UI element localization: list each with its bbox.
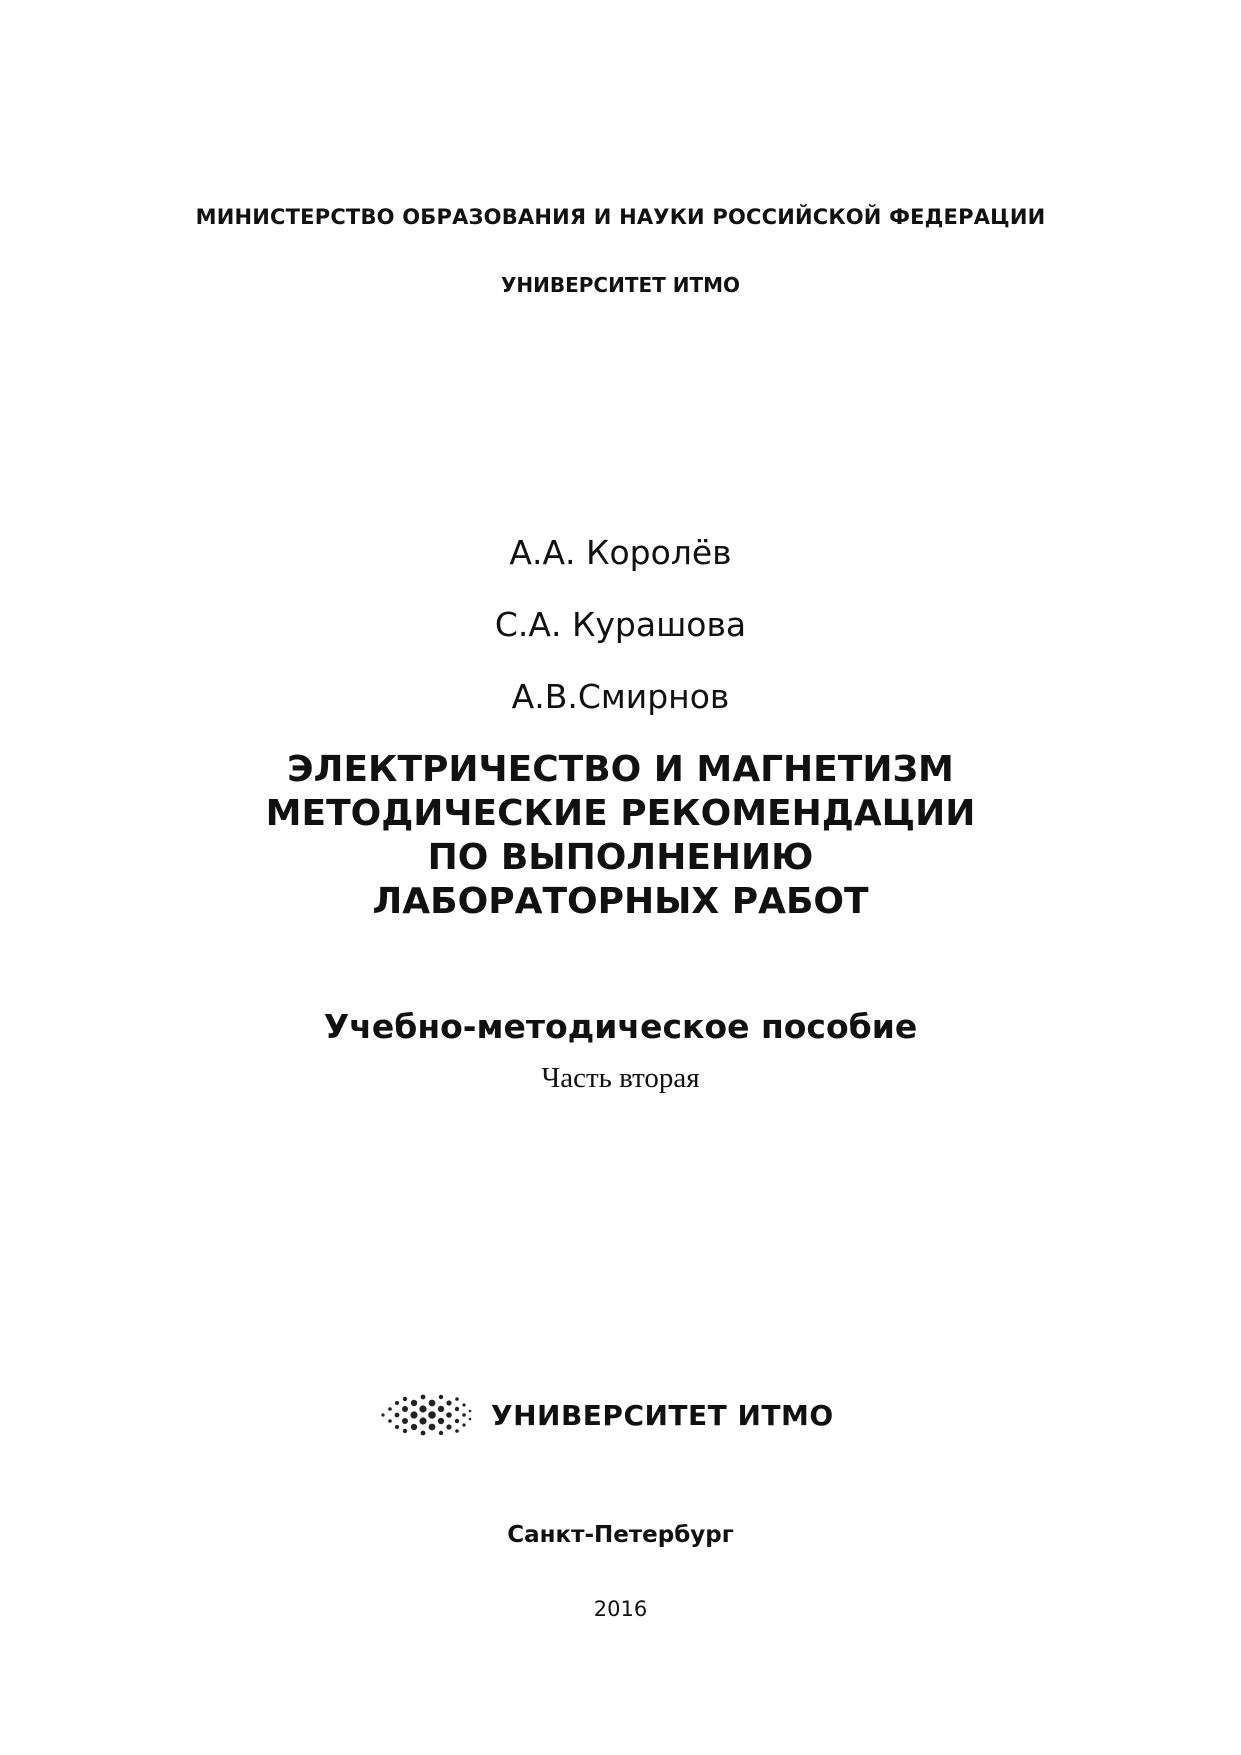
author-name: А.В.Смирнов xyxy=(511,677,730,716)
author-name: С.А. Курашова xyxy=(494,605,747,644)
title-line: ЭЛЕКТРИЧЕСТВО И МАГНЕТИЗМ xyxy=(287,749,954,790)
university-logo xyxy=(377,1389,834,1441)
title-line: ЛАБОРАТОРНЫХ РАБОТ xyxy=(372,881,869,922)
title-line: ПО ВЫПОЛНЕНИЮ xyxy=(427,837,814,878)
ministry-heading: МИНИСТЕРСТВО ОБРАЗОВАНИЯ И НАУКИ РОССИЙСКОЙ ФЕДЕРАЦИИ xyxy=(195,205,1046,229)
publication-city: Санкт-Петербург xyxy=(507,1522,734,1548)
document-title xyxy=(0,748,1241,924)
itmo-dots-logo-icon xyxy=(377,1389,477,1441)
document-part: Часть вторая xyxy=(541,1062,700,1094)
publication-year: 2016 xyxy=(593,1597,648,1621)
author-name: А.А. Королёв xyxy=(509,533,732,572)
document-subtitle: Учебно-методическое пособие xyxy=(323,1007,918,1046)
title-line: МЕТОДИЧЕСКИЕ РЕКОМЕНДАЦИИ xyxy=(265,793,976,834)
university-heading: УНИВЕРСИТЕТ ИТМО xyxy=(500,273,741,297)
logo-text: УНИВЕРСИТЕТ ИТМО xyxy=(491,1398,834,1432)
